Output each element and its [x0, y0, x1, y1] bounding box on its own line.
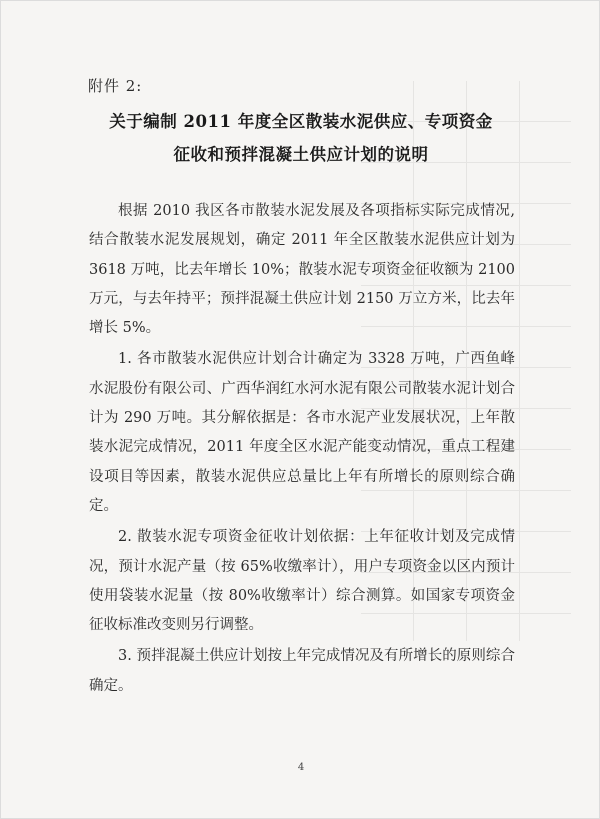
- paragraph-item-3: 3. 预拌混凝土供应计划按上年完成情况及有所增长的原则综合确定。: [89, 648, 515, 694]
- document-body: [89, 197, 515, 703]
- paragraph-intro: 根据 2010 我区各市散装水泥发展及各项指标实际完成情况,结合散装水泥发展规划，确定 2011 年全区散装水泥供应计划为 3618 万吨，比去年增长 10%；散装水泥专项资金征收额为 2100 万元，与去年持平；预拌混凝土供应计划 2150 万立方米，比去年增长 5%。: [89, 203, 515, 337]
- paragraph-item-1: 1. 各市散装水泥供应计划合计确定为 3328 万吨，广西鱼峰水泥股份有限公司、广西华润红水河水泥有限公司散装水泥计划合计为 290 万吨。其分解依据是：各市水泥产业发展状况，上年散装水泥完成情况，2011 年度全区水泥产能变动情况，重点工程建设项目等因素，散装水泥供应总量比上年有所增长的原则综合确定。: [89, 351, 515, 514]
- page-number: 4: [297, 762, 305, 773]
- attachment-label: 附件 2:: [88, 77, 143, 95]
- document-title-line-1: 关于编制 2011 年度全区散装水泥供应、专项资金: [109, 112, 493, 131]
- paragraph-item-2: 2. 散装水泥专项资金征收计划依据：上年征收计划及完成情况，预计水泥产量（按 65%收缴率计），用户专项资金以区内预计使用袋装水泥量（按 80%收缴率计）综合测算。如国家专项资金征收标准改变则另行调整。: [89, 529, 515, 634]
- document-title-line-2: 征收和预拌混凝土供应计划的说明: [173, 145, 429, 164]
